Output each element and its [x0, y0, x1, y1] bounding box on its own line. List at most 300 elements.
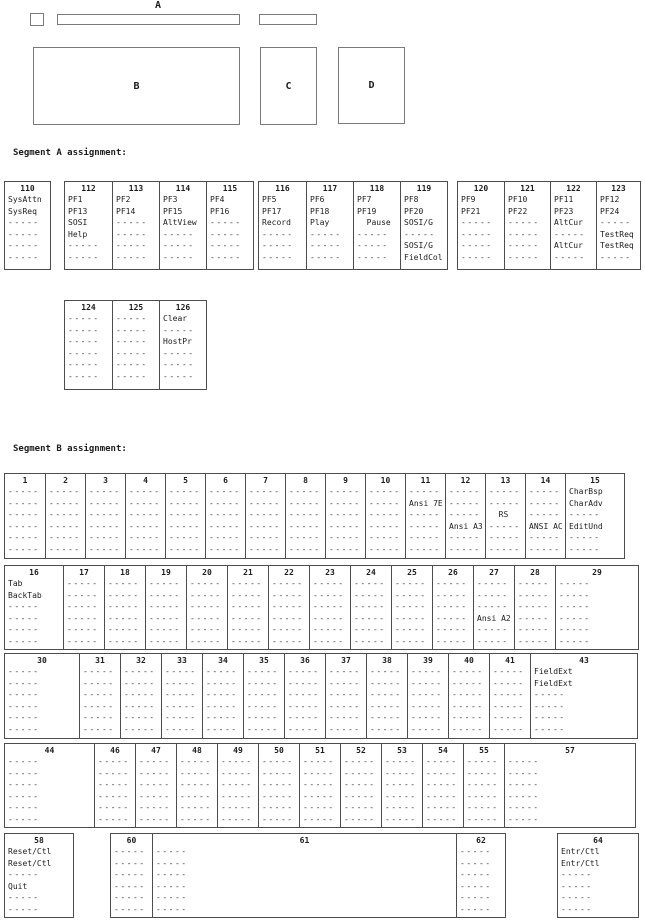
- key-assignment-empty: -----: [221, 814, 253, 824]
- key-number: 121: [520, 184, 535, 193]
- key-assignment-empty: -----: [329, 533, 361, 542]
- key-assignment-empty: -----: [49, 533, 81, 542]
- key-assignment-empty: -----: [370, 678, 402, 688]
- key-assignment-empty: -----: [124, 724, 156, 734]
- key-assignment-empty: -----: [313, 590, 345, 600]
- key-assignment-empty: -----: [209, 533, 241, 542]
- key-assignment-empty: -----: [385, 791, 417, 801]
- key-39: [407, 654, 448, 738]
- segment-b-heading: Segment B assignment:: [13, 444, 127, 454]
- key-number: 52: [356, 746, 366, 755]
- key-assignment-empty: -----: [231, 613, 263, 623]
- key-number: 114: [175, 184, 191, 193]
- key-assignment: PF24: [600, 206, 620, 216]
- key-assignment-empty: -----: [8, 510, 40, 519]
- key-assignment-empty: -----: [209, 510, 241, 519]
- key-assignment-empty: -----: [329, 690, 361, 699]
- key-assignment-empty: -----: [272, 636, 304, 646]
- key-assignment-empty: -----: [89, 544, 121, 554]
- key-assignment-empty: -----: [409, 521, 441, 531]
- key-assignment-empty: -----: [8, 252, 40, 262]
- key-assignment-empty: -----: [409, 533, 441, 542]
- key-assignment: PF10: [508, 195, 528, 204]
- key-assignment-empty: -----: [395, 625, 427, 634]
- key-assignment-empty: -----: [385, 768, 417, 778]
- key-assignment-empty: -----: [370, 713, 402, 722]
- key-assignment-empty: -----: [529, 498, 561, 508]
- key-assignment-empty: -----: [67, 613, 99, 623]
- key-assignment-empty: -----: [180, 768, 212, 778]
- key-assignment-empty: -----: [559, 590, 591, 600]
- key-assignment-empty: -----: [600, 218, 632, 227]
- segment-a-heading: Segment A assignment:: [13, 148, 127, 158]
- overview-label-d: D: [368, 80, 375, 91]
- key-assignment-empty: -----: [210, 252, 242, 262]
- key-assignment: PF17: [262, 206, 282, 216]
- key-number: 36: [300, 656, 310, 665]
- key-assignment-empty: -----: [249, 498, 281, 508]
- key-assignment-empty: -----: [67, 590, 99, 600]
- key-assignment-empty: -----: [329, 521, 361, 531]
- key-assignment-empty: -----: [209, 544, 241, 554]
- key-assignment: RS: [489, 510, 509, 519]
- key-number: 33: [177, 656, 187, 665]
- key-assignment-empty: -----: [98, 814, 130, 824]
- key-assignment-empty: -----: [163, 371, 195, 381]
- overview-label-b: B: [133, 80, 140, 92]
- key-assignment-empty: -----: [354, 602, 386, 611]
- key-number: 46: [110, 746, 120, 755]
- key-assignment-empty: -----: [169, 487, 201, 496]
- key-number: 49: [233, 746, 243, 755]
- key-assignment-empty: -----: [467, 814, 499, 824]
- key-assignment-empty: -----: [156, 904, 188, 914]
- key-assignment-empty: -----: [508, 791, 540, 801]
- key-number: 47: [151, 746, 161, 755]
- key-assignment-empty: -----: [508, 768, 540, 778]
- key-assignment: SOSI: [68, 218, 88, 227]
- key-number: 23: [325, 568, 335, 577]
- key-assignment-empty: -----: [68, 371, 100, 381]
- key-49: [217, 744, 258, 827]
- key-assignment: Ansi A3: [449, 521, 483, 531]
- key-assignment-empty: -----: [559, 579, 591, 588]
- key-assignment-empty: -----: [83, 667, 115, 676]
- key-assignment-empty: -----: [221, 780, 253, 789]
- key-assignment-empty: -----: [460, 881, 492, 891]
- key-assignment-empty: -----: [559, 636, 591, 646]
- key-4: [125, 474, 165, 558]
- key-number: 124: [81, 303, 96, 312]
- key-6: [205, 474, 245, 558]
- key-assignment-empty: -----: [344, 803, 376, 812]
- key-assignment-empty: -----: [461, 252, 493, 262]
- key-assignment-empty: -----: [98, 803, 130, 812]
- key-121: [504, 182, 550, 269]
- key-number: 29: [592, 568, 602, 577]
- key-assignment-empty: -----: [411, 678, 443, 688]
- key-assignment-empty: -----: [449, 487, 481, 496]
- key-assignment-empty: -----: [231, 636, 263, 646]
- key-11: [405, 474, 445, 558]
- key-assignment-empty: -----: [452, 701, 484, 711]
- key-number: 1: [22, 476, 28, 485]
- key-assignment-empty: -----: [49, 544, 81, 554]
- key-assignment: PF4: [210, 195, 225, 204]
- key-assignment-empty: -----: [163, 241, 195, 250]
- key-assignment-empty: -----: [8, 893, 40, 902]
- key-assignment-empty: -----: [247, 667, 279, 676]
- key-assignment-empty: -----: [467, 780, 499, 789]
- key-number: 38: [382, 656, 392, 665]
- key-assignment-empty: -----: [288, 724, 320, 734]
- key-assignment-empty: -----: [288, 678, 320, 688]
- key-assignment-empty: -----: [8, 870, 40, 879]
- key-35: [243, 654, 284, 738]
- key-assignment-empty: -----: [108, 613, 140, 623]
- key-assignment-empty: -----: [156, 893, 188, 902]
- key-116: [259, 182, 306, 269]
- key-assignment-empty: -----: [508, 252, 540, 262]
- key-assignment-empty: -----: [534, 724, 566, 734]
- key-122: [550, 182, 596, 269]
- key-110: [5, 182, 50, 269]
- key-assignment-empty: -----: [354, 579, 386, 588]
- key-assignment-empty: -----: [149, 625, 181, 634]
- key-assignment: SOSI/G: [404, 218, 433, 227]
- key-assignment-empty: -----: [8, 613, 40, 623]
- key-assignment-empty: -----: [116, 337, 148, 346]
- key-assignment-empty: -----: [8, 625, 40, 634]
- key-assignment-empty: -----: [329, 724, 361, 734]
- key-assignment-empty: -----: [329, 487, 361, 496]
- key-assignment-empty: -----: [310, 241, 342, 250]
- key-assignment: PF23: [554, 206, 574, 216]
- key-number: 122: [566, 184, 581, 193]
- key-assignment-empty: -----: [83, 690, 115, 699]
- key-assignment-empty: -----: [98, 780, 130, 789]
- segment-a-key-group: [64, 300, 207, 390]
- key-assignment-empty: -----: [206, 690, 238, 699]
- key-62: [456, 834, 505, 917]
- key-assignment-empty: -----: [210, 229, 242, 239]
- segment-b-key-group: [4, 473, 625, 559]
- key-assignment: BackTab: [8, 590, 42, 600]
- key-assignment: PF12: [600, 195, 620, 204]
- key-126: [159, 301, 206, 389]
- key-assignment-empty: -----: [169, 544, 201, 554]
- key-assignment-empty: -----: [508, 241, 540, 250]
- key-54: [422, 744, 463, 827]
- key-number: 27: [489, 568, 499, 577]
- key-46: [94, 744, 135, 827]
- key-assignment-empty: -----: [288, 701, 320, 711]
- key-assignment-empty: -----: [165, 678, 197, 688]
- key-30: [5, 654, 79, 738]
- key-13: [485, 474, 525, 558]
- key-number: 44: [44, 746, 55, 755]
- key-assignment-empty: -----: [209, 487, 241, 496]
- key-assignment: AltCur: [554, 218, 583, 227]
- key-124: [65, 301, 112, 389]
- key-assignment: Ansi 7E: [409, 498, 443, 508]
- key-assignment: PF18: [310, 206, 330, 216]
- key-50: [258, 744, 299, 827]
- key-assignment-empty: -----: [249, 510, 281, 519]
- key-assignment-empty: -----: [124, 713, 156, 722]
- key-assignment: PF16: [210, 206, 230, 216]
- key-assignment-empty: -----: [180, 780, 212, 789]
- key-assignment-empty: -----: [310, 252, 342, 262]
- key-number: 17: [79, 568, 89, 577]
- key-number: 10: [380, 476, 391, 485]
- key-assignment-empty: -----: [554, 252, 586, 262]
- key-assignment-empty: -----: [534, 701, 566, 711]
- key-assignment-empty: -----: [190, 613, 222, 623]
- key-assignment-empty: -----: [209, 521, 241, 531]
- key-assignment-empty: -----: [357, 229, 389, 239]
- key-assignment: PF7: [357, 195, 372, 204]
- key-assignment-empty: -----: [508, 814, 540, 824]
- key-114: [159, 182, 206, 269]
- key-24: [350, 566, 391, 649]
- key-1: [5, 474, 45, 558]
- key-assignment-empty: -----: [210, 241, 242, 250]
- key-assignment: PF1: [68, 195, 83, 204]
- key-assignment-empty: -----: [206, 724, 238, 734]
- key-assignment-empty: -----: [8, 544, 40, 554]
- key-assignment-empty: -----: [139, 814, 171, 824]
- key-assignment-empty: -----: [67, 625, 99, 634]
- key-assignment-empty: -----: [149, 636, 181, 646]
- key-assignment-empty: -----: [395, 636, 427, 646]
- key-assignment: Record: [262, 218, 291, 227]
- key-37: [325, 654, 366, 738]
- key-44: [5, 744, 94, 827]
- overview-label-c: C: [285, 80, 292, 92]
- key-assignment: Reset/Ctl: [8, 847, 52, 856]
- key-assignment-empty: -----: [460, 893, 492, 902]
- key-assignment-empty: -----: [303, 780, 335, 789]
- key-assignment-empty: -----: [163, 325, 195, 335]
- key-assignment-empty: -----: [8, 521, 40, 531]
- key-assignment-empty: -----: [247, 724, 279, 734]
- key-number: 21: [243, 568, 253, 577]
- key-assignment-empty: -----: [262, 803, 294, 812]
- overview-small-box: [30, 13, 44, 26]
- key-64: [558, 834, 638, 917]
- key-assignment-empty: -----: [139, 791, 171, 801]
- key-assignment-empty: -----: [98, 791, 130, 801]
- key-assignment-empty: -----: [169, 510, 201, 519]
- key-assignment-empty: -----: [354, 590, 386, 600]
- key-number: 26: [448, 568, 458, 577]
- key-assignment: Help: [68, 229, 88, 239]
- key-number: 48: [192, 746, 202, 755]
- key-assignment-empty: -----: [493, 724, 525, 734]
- key-assignment-empty: -----: [129, 510, 161, 519]
- key-7: [245, 474, 285, 558]
- key-3: [85, 474, 125, 558]
- key-assignment-empty: -----: [452, 713, 484, 722]
- key-assignment-empty: -----: [395, 602, 427, 611]
- key-assignment: SOSI/G: [404, 241, 433, 250]
- key-number: 14: [540, 476, 551, 485]
- key-assignment-empty: -----: [357, 252, 389, 262]
- key-number: 37: [341, 656, 351, 665]
- key-assignment-empty: -----: [8, 533, 40, 542]
- key-assignment-empty: -----: [89, 510, 121, 519]
- key-assignment-empty: -----: [272, 590, 304, 600]
- key-18: [104, 566, 145, 649]
- key-number: 32: [136, 656, 146, 665]
- key-assignment: PF8: [404, 195, 419, 204]
- key-34: [202, 654, 243, 738]
- key-assignment-empty: -----: [8, 229, 40, 239]
- key-assignment-empty: -----: [247, 713, 279, 722]
- key-55: [463, 744, 504, 827]
- key-assignment-empty: -----: [83, 724, 115, 734]
- key-assignment-empty: -----: [8, 768, 40, 778]
- key-assignment-empty: -----: [313, 602, 345, 611]
- key-123: [596, 182, 640, 269]
- key-assignment-empty: -----: [369, 521, 401, 531]
- key-assignment-empty: -----: [518, 613, 550, 623]
- key-assignment-empty: -----: [426, 780, 458, 789]
- key-assignment-empty: -----: [385, 757, 417, 766]
- key-assignment-empty: -----: [116, 252, 148, 262]
- key-assignment-empty: -----: [68, 348, 100, 358]
- key-assignment: CharBsp: [569, 487, 603, 496]
- key-assignment-empty: -----: [129, 533, 161, 542]
- key-assignment-empty: -----: [163, 229, 195, 239]
- key-assignment-empty: -----: [288, 667, 320, 676]
- key-assignment-empty: -----: [404, 229, 436, 239]
- key-assignment-empty: -----: [8, 757, 40, 766]
- key-number: 3: [103, 476, 108, 485]
- key-assignment-empty: -----: [68, 325, 100, 335]
- key-assignment-empty: -----: [489, 487, 521, 496]
- key-assignment-empty: -----: [369, 533, 401, 542]
- key-number: 123: [611, 184, 626, 193]
- key-assignment-empty: -----: [249, 533, 281, 542]
- key-assignment-empty: -----: [98, 757, 130, 766]
- key-assignment-empty: -----: [426, 791, 458, 801]
- key-assignment-empty: -----: [357, 241, 389, 250]
- key-assignment-empty: -----: [116, 325, 148, 335]
- key-assignment-empty: -----: [68, 241, 100, 250]
- key-assignment-empty: -----: [385, 814, 417, 824]
- key-assignment-empty: -----: [8, 701, 40, 711]
- key-assignment-empty: -----: [262, 252, 294, 262]
- key-assignment-empty: -----: [8, 498, 40, 508]
- key-10: [365, 474, 405, 558]
- key-assignment-empty: -----: [449, 498, 481, 508]
- key-assignment-empty: -----: [477, 602, 509, 611]
- key-assignment-empty: -----: [116, 314, 148, 323]
- key-assignment-empty: -----: [329, 701, 361, 711]
- key-112: [65, 182, 112, 269]
- key-number: 51: [315, 746, 325, 755]
- key-assignment-empty: -----: [206, 713, 238, 722]
- key-assignment-empty: -----: [116, 229, 148, 239]
- key-assignment-empty: -----: [68, 337, 100, 346]
- key-assignment: PF2: [116, 195, 131, 204]
- key-assignment-empty: -----: [169, 521, 201, 531]
- key-assignment-empty: -----: [561, 904, 593, 914]
- key-113: [112, 182, 159, 269]
- key-assignment: PF9: [461, 195, 476, 204]
- key-assignment-empty: -----: [247, 678, 279, 688]
- key-assignment-empty: -----: [395, 579, 427, 588]
- key-assignment-empty: -----: [493, 713, 525, 722]
- key-assignment-empty: -----: [467, 791, 499, 801]
- key-number: 50: [274, 746, 284, 755]
- key-9: [325, 474, 365, 558]
- key-number: 28: [530, 568, 540, 577]
- key-assignment-empty: -----: [460, 847, 492, 856]
- key-assignment-empty: -----: [156, 858, 188, 868]
- key-assignment-empty: -----: [460, 870, 492, 879]
- key-number: 41: [505, 656, 515, 665]
- key-assignment-empty: -----: [303, 757, 335, 766]
- key-51: [299, 744, 340, 827]
- key-assignment: FieldExt: [534, 667, 573, 676]
- key-assignment-empty: -----: [89, 533, 121, 542]
- key-118: [353, 182, 400, 269]
- key-assignment-empty: -----: [426, 803, 458, 812]
- key-number: 61: [299, 836, 310, 845]
- key-assignment-empty: -----: [600, 252, 632, 262]
- key-assignment-empty: -----: [310, 229, 342, 239]
- key-assignment-empty: -----: [129, 544, 161, 554]
- key-assignment-empty: -----: [49, 498, 81, 508]
- key-assignment-empty: -----: [289, 533, 321, 542]
- key-assignment-empty: -----: [8, 724, 40, 734]
- segment-a-key-group: [4, 181, 51, 270]
- segment-b-key-group: [4, 833, 74, 918]
- key-number: 110: [20, 184, 35, 193]
- key-assignment-empty: -----: [272, 613, 304, 623]
- key-assignment-empty: -----: [262, 791, 294, 801]
- key-assignment-empty: -----: [289, 487, 321, 496]
- key-assignment-empty: -----: [221, 757, 253, 766]
- key-assignment-empty: -----: [313, 579, 345, 588]
- key-assignment-empty: -----: [289, 521, 321, 531]
- key-assignment-empty: -----: [262, 757, 294, 766]
- key-assignment-empty: -----: [460, 858, 492, 868]
- key-assignment: PF21: [461, 206, 481, 216]
- key-assignment-empty: -----: [68, 252, 100, 262]
- key-assignment-empty: -----: [149, 579, 181, 588]
- overview-box-b: [33, 47, 240, 125]
- key-assignment: TestReq: [600, 229, 634, 239]
- key-assignment: AltCur: [554, 241, 583, 250]
- key-assignment: PF15: [163, 206, 183, 216]
- key-assignment: PF3: [163, 195, 178, 204]
- overview-box-d: [338, 47, 405, 124]
- key-number: 6: [223, 476, 228, 485]
- key-assignment-empty: -----: [313, 625, 345, 634]
- key-assignment-empty: -----: [409, 487, 441, 496]
- key-assignment-empty: -----: [461, 241, 493, 250]
- key-assignment-empty: -----: [303, 791, 335, 801]
- key-assignment-empty: -----: [8, 780, 40, 789]
- key-assignment-empty: -----: [8, 241, 40, 250]
- key-assignment-empty: -----: [180, 803, 212, 812]
- key-assignment-empty: -----: [561, 870, 593, 879]
- key-assignment-empty: -----: [149, 613, 181, 623]
